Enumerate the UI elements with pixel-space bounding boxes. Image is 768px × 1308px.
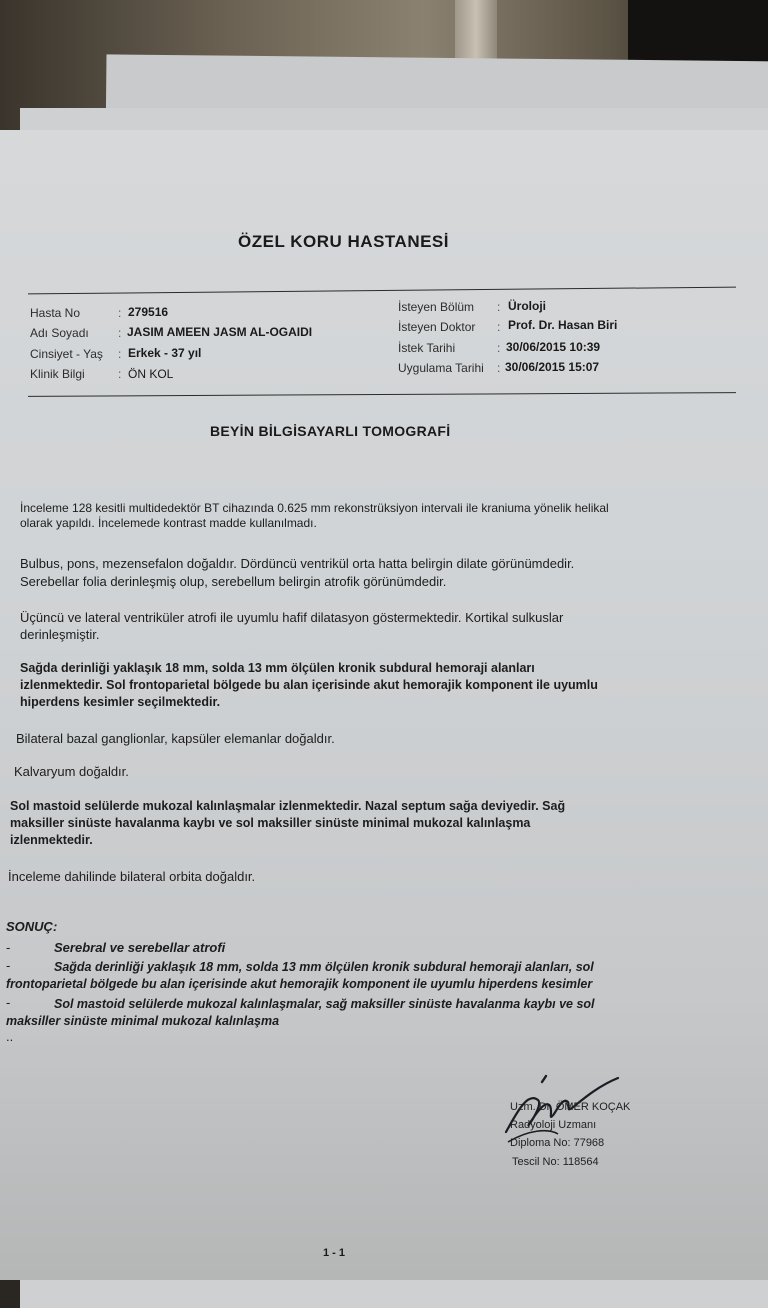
paragraph-sinus-line2: maksiller sinüste havalanma kaybı ve sol maksiller sinüste minimal mukozal kalınlaşma (10, 816, 531, 830)
paragraph-posterior-fossa-line1 (20, 555, 574, 572)
signature-diploma: Diploma No: 77968 (510, 1137, 605, 1149)
conclusion-trail: .. (6, 1029, 14, 1044)
signature-tescil: Tescil No: 118564 (512, 1156, 599, 1168)
conclusion-dash: - (6, 995, 11, 1010)
klinik-label: Klinik Bilgi (30, 367, 85, 381)
separator: : (118, 347, 122, 361)
conclusion-item-2-line2: frontoparietal bölgede bu alan içerisinde akut hemorajik komponent ile uyumlu hiperdens kesimler (6, 977, 593, 991)
paragraph-ventricles-line2: derinleşmiştir. (20, 627, 100, 642)
signature-name: Uzm. Dr. ÖMER KOÇAK (510, 1101, 631, 1113)
paragraph-calvarium: Kalvaryum doğaldır. (14, 764, 129, 779)
bolum-value: Üroloji (508, 299, 546, 313)
paragraph-sinus-line3: izlenmektedir. (10, 833, 93, 847)
hospital-name: ÖZEL KORU HASTANESİ (238, 232, 449, 251)
cinsiyet-label: Cinsiyet - Yaş (30, 347, 103, 361)
paragraph-technique-line1: İnceleme 128 kesitli multidedektör BT cihazında 0.625 mm rekonstrüksiyon intervali ile kraniuma yönelik helikal (20, 501, 609, 515)
conclusion-item-2-line1: Sağda derinliği yaklaşık 18 mm, solda 13 mm ölçülen kronik subdural hemoraji alanları, sol (54, 960, 594, 974)
separator: : (118, 326, 122, 340)
page-number: 1 - 1 (323, 1247, 346, 1259)
report-title: BEYİN BİLGİSAYARLI TOMOGRAFİ (210, 423, 451, 439)
hasta-no-label: Hasta No (30, 306, 81, 320)
uygulama-label: Uygulama Tarihi (398, 361, 484, 375)
conclusion-dash: - (6, 958, 11, 973)
klinik-value: ÖN KOL (128, 367, 174, 381)
separator: : (497, 300, 501, 314)
adi-soyadi-value: JASIM AMEEN JASM AL-OGAIDI (127, 325, 313, 339)
bolum-label: İsteyen Bölüm (398, 300, 475, 314)
paragraph-sinus-line1: Sol mastoid selülerde mukozal kalınlaşmalar izlenmektedir. Nazal septum sağa deviyedir. Sağ (10, 799, 566, 813)
separator: : (497, 320, 501, 334)
text-segment: Dördüncü ventrikül orta hatta belirgin dilate görünümdedir. (240, 556, 575, 571)
text-segment: Bulbus, pons, mezensefalon doğaldır. (20, 556, 237, 571)
separator: : (118, 367, 122, 381)
paragraph-hemorrhage-line2: izlenmektedir. Sol frontoparietal bölgede bu alan içerisinde akut hemorajik komponent ile uyumlu (20, 678, 598, 692)
hasta-no-value: 279516 (128, 305, 169, 319)
paragraph-hemorrhage-line1: Sağda derinliği yaklaşık 18 mm, solda 13 mm ölçülen kronik subdural hemoraji alanları (20, 661, 535, 675)
paragraph-orbita: İnceleme dahilinde bilateral orbita doğaldır. (8, 869, 256, 884)
paragraph-ventricles-line1: Üçüncü ve lateral ventriküler atrofi ile uyumlu hafif dilatasyon göstermektedir. Kortikal sulkuslar (20, 610, 564, 625)
paragraph-posterior-fossa-line2: Serebellar folia derinleşmiş olup, serebellum belirgin atrofik görünümdedir. (20, 574, 447, 589)
separator: : (118, 306, 122, 320)
conclusion-dash: - (6, 940, 11, 955)
cinsiyet-value: Erkek - 37 yıl (128, 346, 202, 360)
doktor-value: Prof. Dr. Hasan Biri (508, 318, 618, 332)
conclusion-item-1: Serebral ve serebellar atrofi (54, 940, 226, 955)
conclusion-heading: SONUÇ: (6, 919, 58, 934)
doktor-label: İsteyen Doktor (398, 320, 476, 334)
conclusion-item-3-line1: Sol mastoid selülerde mukozal kalınlaşmalar, sağ maksiller sinüste havalanma kaybı ve sol (54, 997, 595, 1011)
uygulama-value: 30/06/2015 15:07 (505, 360, 600, 374)
signature-title: Radyoloji Uzmanı (510, 1119, 597, 1131)
paragraph-basal-ganglia: Bilateral bazal ganglionlar, kapsüler elemanlar doğaldır. (16, 731, 335, 746)
conclusion-item-3-line2: maksiller sinüste minimal mukozal kalınlaşma (6, 1014, 280, 1028)
istek-tarihi-label: İstek Tarihi (398, 341, 456, 355)
separator: : (497, 341, 501, 355)
paragraph-technique-line2: olarak yapıldı. İncelemede kontrast madde kullanılmadı. (20, 516, 317, 530)
separator: : (497, 361, 501, 375)
adi-soyadi-label: Adı Soyadı (30, 326, 89, 340)
istek-tarihi-value: 30/06/2015 10:39 (506, 340, 601, 354)
paragraph-hemorrhage-line3: hiperdens kesimler seçilmektedir. (20, 695, 221, 709)
